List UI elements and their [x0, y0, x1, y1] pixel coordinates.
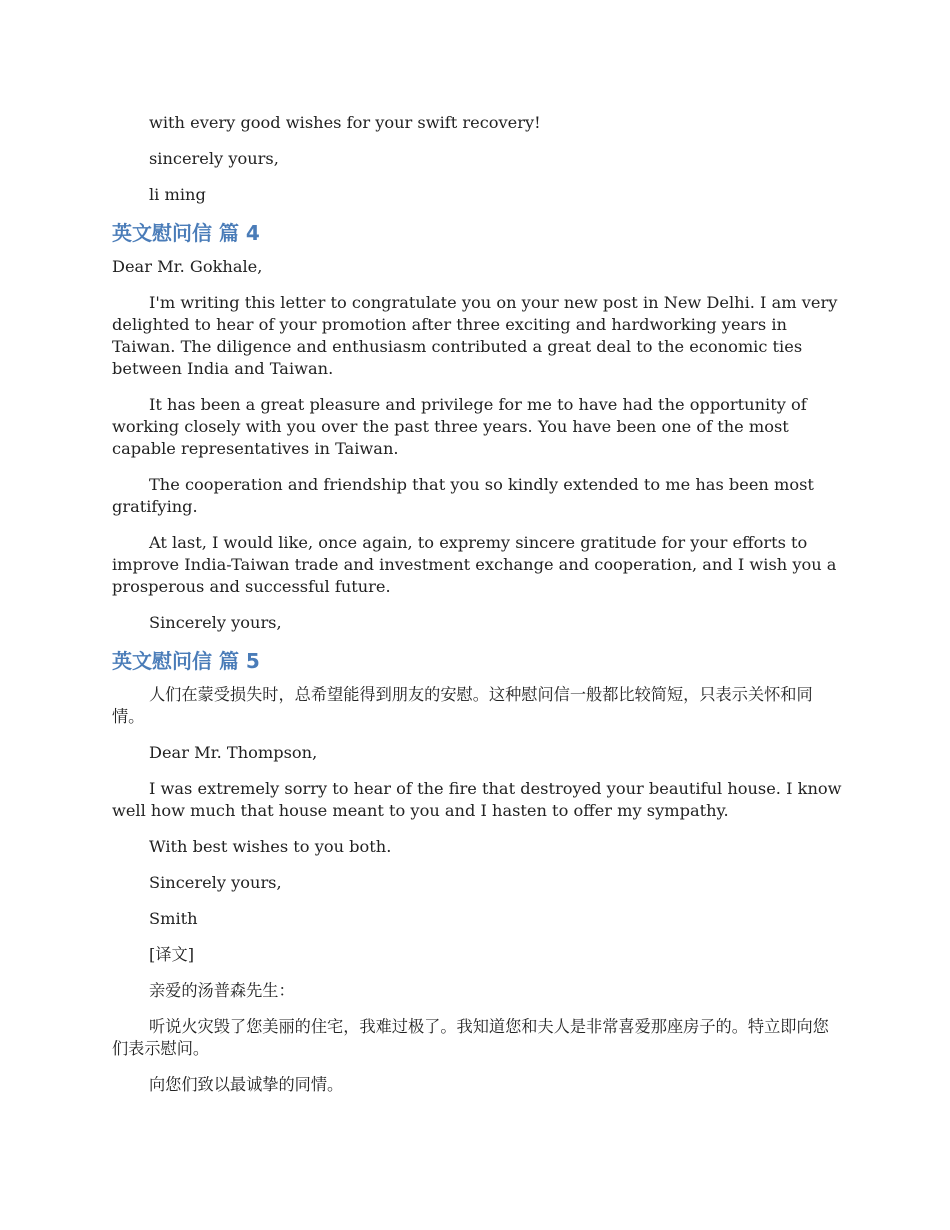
- signature: li ming: [149, 185, 206, 204]
- translation-wishes: 向您们致以最诚挚的同情。: [149, 1075, 344, 1094]
- signature: Smith: [149, 909, 198, 928]
- section-heading-4: 英文慰问信 篇 4: [112, 221, 260, 245]
- body-paragraph: I was extremely sorry to hear of the fire that destroyed your beautiful house. I know well how much that house meant to you and I hasten to offer my sympathy.: [112, 779, 842, 820]
- signoff: Sincerely yours,: [149, 873, 282, 892]
- signoff: Sincerely yours,: [149, 613, 282, 632]
- intro-paragraph: 人们在蒙受损失时，总希望能得到朋友的安慰。这种慰问信一般都比较简短，只表示关怀和同情。: [112, 685, 813, 726]
- translation-label: [译文]: [149, 945, 195, 964]
- wishes-line: With best wishes to you both.: [149, 837, 392, 856]
- body-paragraph: It has been a great pleasure and privilege for me to have had the opportunity of working closely with you over the past three years. You have been one of the most capable representatives in Taiwan.: [112, 395, 807, 458]
- document-page: [112, 112, 842, 1110]
- body-paragraph: At last, I would like, once again, to expremy sincere gratitude for your efforts to improve India-Taiwan trade and investment exchange and cooperation, and I wish you a prosperous and successful future.: [112, 533, 837, 596]
- salutation: Dear Mr. Gokhale,: [112, 257, 263, 276]
- translation-paragraph: 听说火灾毁了您美丽的住宅，我难过极了。我知道您和夫人是非常喜爱那座房子的。特立即向您们表示慰问。: [112, 1017, 829, 1058]
- signoff: sincerely yours,: [149, 149, 279, 168]
- section-heading-5: 英文慰问信 篇 5: [112, 649, 260, 673]
- closing-wish: with every good wishes for your swift recovery!: [149, 113, 541, 132]
- body-paragraph: The cooperation and friendship that you so kindly extended to me has been most gratifying.: [112, 475, 814, 516]
- body-paragraph: I'm writing this letter to congratulate you on your new post in New Delhi. I am very delighted to hear of your promotion after three exciting and hardworking years in Taiwan. The diligence and enthusiasm contributed a great deal to the economic ties between India and Taiwan.: [112, 293, 838, 378]
- salutation: Dear Mr. Thompson,: [149, 743, 318, 762]
- translation-salutation: 亲爱的汤普森先生：: [149, 981, 295, 1000]
